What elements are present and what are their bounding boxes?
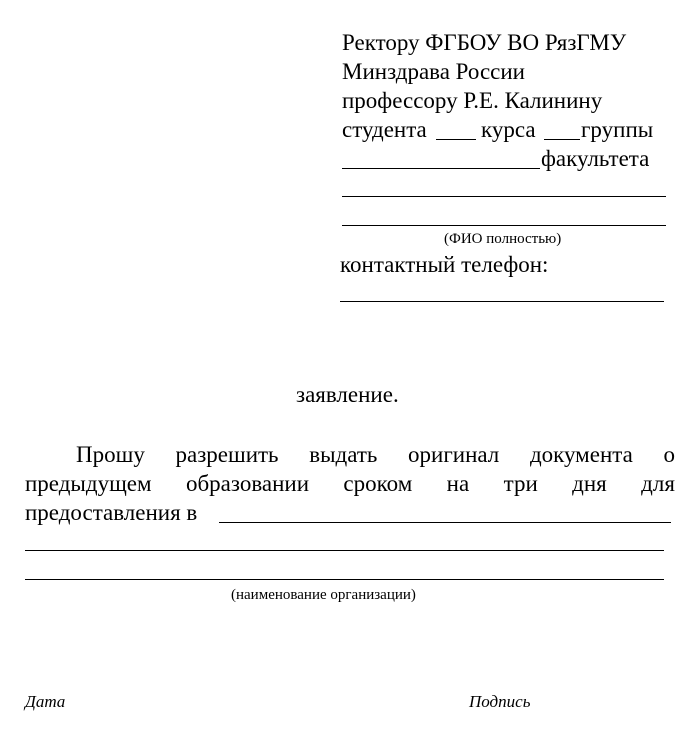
faculty-name-field (342, 168, 540, 169)
body-word: на (446, 471, 470, 496)
organization-field-line-3 (25, 579, 664, 580)
group-number-field (544, 139, 580, 140)
addressee-line-professor: профессору Р.Е. Калинину (342, 88, 603, 113)
body-word: выдать (309, 442, 378, 467)
body-word: образовании (185, 471, 310, 496)
addressee-line-rector: Ректору ФГБОУ ВО РязГМУ (342, 30, 627, 55)
group-label: группы (581, 117, 654, 142)
fio-caption: (ФИО полностью) (444, 231, 562, 247)
phone-label: контактный телефон: (340, 252, 549, 277)
body-word: дня (572, 471, 607, 496)
body-word: разрешить (175, 442, 279, 467)
fio-field-line-1 (342, 196, 666, 197)
body-word: сроком (343, 471, 413, 496)
faculty-label: факультета (541, 146, 650, 171)
fio-field-line-2 (342, 225, 666, 226)
body-word: оригинал (408, 442, 500, 467)
body-word: Прошу (76, 442, 145, 467)
course-number-field (436, 139, 476, 140)
signature-label: Подпись (469, 692, 531, 711)
date-label: Дата (25, 692, 66, 711)
student-label: студента (342, 117, 427, 142)
body-line-3-text: предоставления в (25, 500, 198, 525)
body-line-1 (76, 440, 675, 469)
body-word: три (503, 471, 538, 496)
course-label: курса (481, 117, 536, 142)
addressee-line-ministry: Минздрава России (342, 59, 525, 84)
body-word: для (641, 471, 675, 496)
document-title: заявление. (296, 382, 399, 407)
organization-field-line-2 (25, 550, 664, 551)
body-line-2 (25, 469, 675, 498)
phone-field-line (340, 301, 664, 302)
organization-caption: (наименование организации) (231, 587, 416, 603)
body-word: документа (529, 442, 633, 467)
body-word: о (663, 442, 675, 467)
body-word: предыдущем (25, 471, 152, 496)
organization-field-line-1 (219, 522, 671, 523)
